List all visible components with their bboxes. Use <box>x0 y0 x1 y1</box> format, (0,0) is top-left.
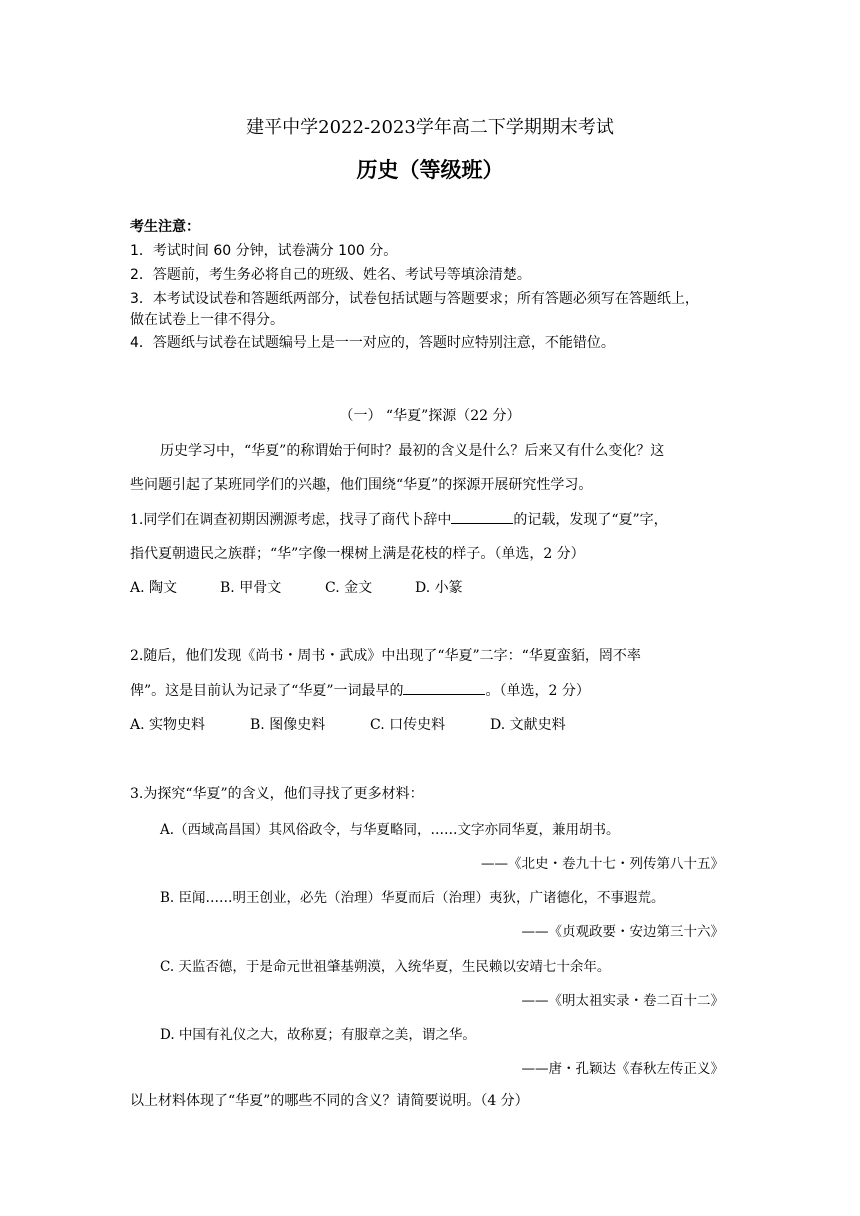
q1-option-d[interactable]: D. 小篆 <box>415 580 463 596</box>
q2-line2 <box>130 680 590 700</box>
notice-item-3: 3．本考试设试卷和答题纸两部分，试卷包括试题与答题要求；所有答题必须写在答题纸上， <box>130 291 699 307</box>
q3-material-d: D. 中国有礼仪之大，故称夏；有服章之美，谓之华。 <box>160 1027 476 1043</box>
q2-option-d[interactable]: D. 文献史料 <box>490 717 566 733</box>
q3-source-d: ——唐・孔颖达《春秋左传正义》 <box>521 1061 724 1077</box>
q1-line2: 指代夏朝遗民之族群；“华”字像一棵树上满是花枝的样子。（单选，2 分） <box>130 546 585 562</box>
section-intro-line2: 些问题引起了某班同学们的兴趣，他们围绕“华夏”的探源开展研究性学习。 <box>130 477 593 493</box>
notice-item-2: 2．答题前，考生务必将自己的班级、姓名、考试号等填涂清楚。 <box>130 267 531 283</box>
q1-option-c[interactable]: C. 金文 <box>325 580 373 596</box>
q1-text-after: 的记载，发现了“夏”字， <box>513 512 668 528</box>
q2-text-after: 。（单选，2 分） <box>485 683 590 699</box>
notice-item-1: 1．考试时间 60 分钟，试卷满分 100 分。 <box>130 243 398 259</box>
section-intro-line1: 历史学习中，“华夏”的称谓始于何时？最初的含义是什么？后来又有什么变化？这 <box>160 443 665 459</box>
q3-source-c: ——《明太祖实录・卷二百十二》 <box>521 993 724 1009</box>
section-title: （一） “华夏”探源（22 分） <box>339 408 521 424</box>
q2-blank <box>403 680 485 695</box>
q2-options <box>130 714 566 734</box>
q3-intro: 3.为探究“华夏”的含义，他们寻找了更多材料： <box>130 786 424 802</box>
q2-text-before: 俾”。这是目前认为记录了“华夏”一词最早的 <box>130 683 404 699</box>
q1-line1 <box>130 509 668 529</box>
q3-material-a: A.（西域高昌国）其风俗政令，与华夏略同，……文字亦同华夏，兼用胡书。 <box>160 822 620 838</box>
notice-item-4: 4．答题纸与试卷在试题编号上是一一对应的，答题时应特别注意，不能错位。 <box>130 335 615 351</box>
q3-source-b: ——《贞观政要・安边第三十六》 <box>521 924 724 940</box>
q3-material-c: C. 天监否德，于是命元世祖肇基朔漠，入统华夏，生民赖以安靖七十余年。 <box>160 959 611 975</box>
q3-material-b: B. 臣闻……明王创业，必先（治理）华夏而后（治理）夷狄，广诸德化，不事遐荒。 <box>160 890 665 906</box>
q2-option-a[interactable]: A. 实物史料 <box>130 717 206 733</box>
q1-option-b[interactable]: B. 甲骨文 <box>220 580 282 596</box>
q1-text-before: 1.同学们在调查初期因溯源考虑，找寻了商代卜辞中 <box>130 512 452 528</box>
q2-line1: 2.随后，他们发现《尚书・周书・武成》中出现了“华夏”二字：“华夏蛮貊，罔不率 <box>130 648 641 664</box>
notice-item-3-cont: 做在试卷上一律不得分。 <box>130 312 284 328</box>
q3-question: 以上材料体现了“华夏”的哪些不同的含义？请简要说明。（4 分） <box>130 1093 529 1109</box>
exam-title: 建平中学2022-2023学年高二下学期期末考试 <box>246 117 614 138</box>
q2-option-b[interactable]: B. 图像史料 <box>250 717 326 733</box>
notice-heading: 考生注意： <box>130 219 200 235</box>
q2-option-c[interactable]: C. 口传史料 <box>370 717 446 733</box>
q1-blank <box>451 509 513 524</box>
q1-options <box>130 577 463 597</box>
exam-subtitle: 历史（等级班） <box>356 157 504 182</box>
q1-option-a[interactable]: A. 陶文 <box>130 580 178 596</box>
q3-source-a: ——《北史・卷九十七・列传第八十五》 <box>481 856 724 872</box>
